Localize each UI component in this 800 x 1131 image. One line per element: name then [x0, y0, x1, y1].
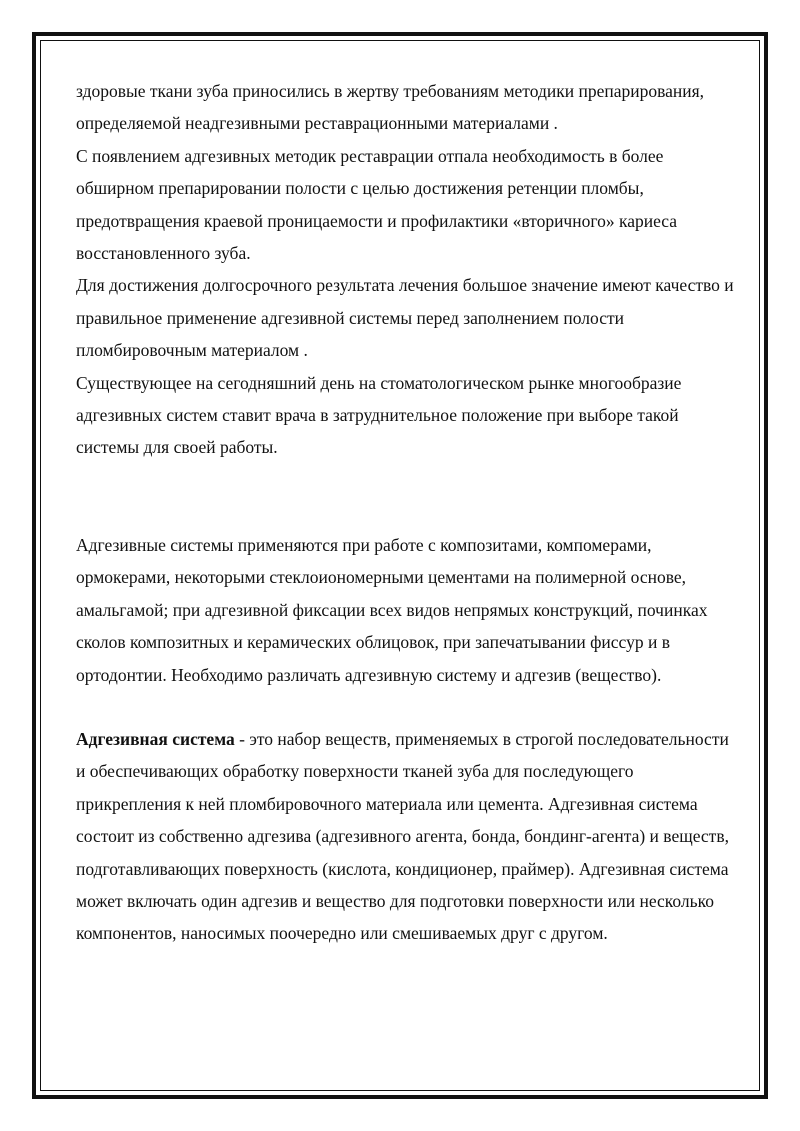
paragraph-long-term-result: Для достижения долгосрочного результата лечения большое значение имеют качество и правильное применение адгезивной системы перед заполнением полости пломбировочным материалом . — [76, 275, 734, 361]
paragraph-adhesive-methods: С появлением адгезивных методик реставрации отпала необходимость в более обширном препарировании полости с целью достижения ретенции пломбы, предотвращения краевой проницаемости и профилактики «вторичного» кариеса восстановленного зуба. — [76, 145, 678, 264]
paragraph-applications: Адгезивные системы применяются при работе с композитами, компомерами, ормокерами, некоторыми стеклоиономерными цементами на полимерной основе, амальгамой; при адгезивной фиксации всех видов непрямых конструкций, починках сколов композитных и керамических облицовок, при запечатывании фиссур и в ортодонтии. Необходимо различать адгезивную систему и адгезив (вещество). — [76, 534, 708, 685]
section-gap — [76, 464, 736, 529]
document-body — [76, 75, 736, 950]
definition-term: Адгезивная система — [76, 728, 235, 749]
paragraph-definition — [76, 723, 736, 950]
paragraph-market-variety: Существующее на сегодняшний день на стоматологическом рынке многообразие адгезивных систем ставит врача в затруднительное положение при выборе такой системы для своей работы. — [76, 372, 682, 458]
paragraph-tissue-sacrifice: здоровые ткани зуба приносились в жертву требованиям методики препарирования, определяемой неадгезивными реставрационными материалами . — [76, 81, 705, 134]
section-gap — [76, 691, 736, 723]
definition-text: - это набор веществ, применяемых в строгой последовательности и обеспечивающих обработку поверхности тканей зуба для последующего прикрепления к ней пломбировочного материала или цемента. Адгезивная система состоит из собственно адгезива (адгезивного агента, бонда, бондинг-агента) и веществ, подготавливающих поверхность (кислота, кондиционер, праймер). Адгезивная система может включать один адгезив и вещество для подготовки поверхности или несколько компонентов, наносимых поочередно или смешиваемых друг с другом. — [76, 728, 729, 944]
